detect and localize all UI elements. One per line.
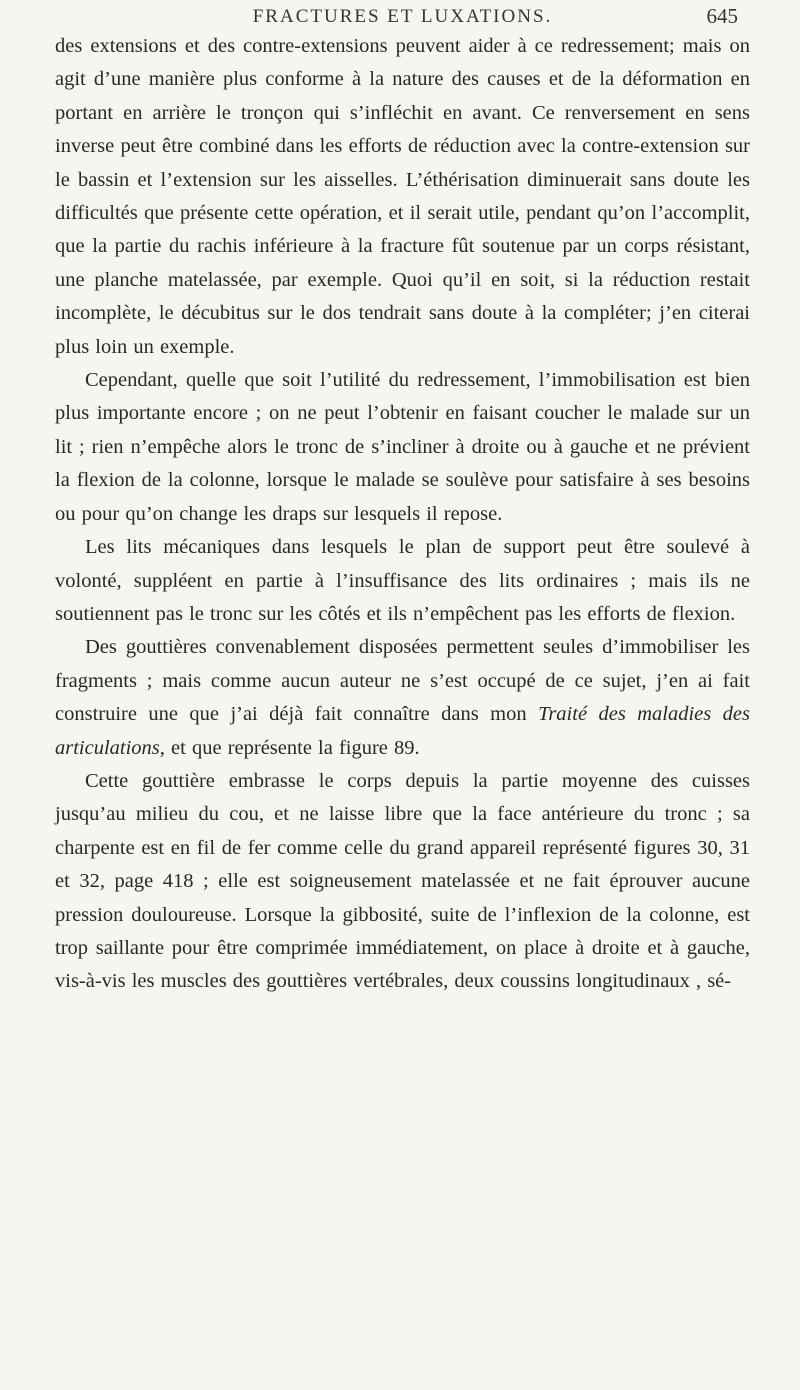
paragraph-gouttieres — [55, 631, 750, 765]
paragraph-description-gouttiere: Cette gouttière embrasse le corps depuis la partie moyenne des cuisses jusqu’au milieu du cou, et ne laisse libre que la face antérieure du tronc ; sa charpente est en fil de fer comme celle du grand appareil représenté figures 30, 31 et 32, page 418 ; elle est soigneusement matelassée et ne fait éprouver aucune pression douloureuse. Lorsque la gibbosité, suite de l’inflexion de la colonne, est trop saillante pour être comprimée immédiatement, on place à droite et à gauche, vis-à-vis les muscles des gouttières vertébrales, deux coussins longitudinaux , sé- — [55, 769, 750, 993]
paragraph-immobilisation: Cependant, quelle que soit l’utilité du redressement, l’immobilisation est bien plus importante encore ; on ne peut l’obtenir en faisant coucher le malade sur un lit ; rien n’empêche alors le tronc de s’incliner à droite ou à gauche et ne prévient la flexion de la colonne, lorsque le malade se soulève pour satisfaire à ses besoins ou pour qu’on change les draps sur lesquels il repose. — [55, 369, 750, 525]
page-number: 645 — [706, 4, 738, 28]
book-page — [0, 2, 800, 1390]
body-text — [55, 30, 750, 999]
paragraph-gouttieres-text-before: Des gouttières convenablement disposées permettent seules d’immobiliser les fragments ; mais comme aucun auteur ne s’est occupé de ce sujet, j’en ai fait construire une que j’ai déjà fait connaître dans mon — [55, 636, 750, 726]
paragraph-continuation: des extensions et des contre-extensions peuvent aider à ce redressement; mais on agit d’une manière plus conforme à la nature des causes et de la déformation en portant en arrière le tronçon qui s’infléchit en avant. Ce renversement en sens inverse peut être combiné dans les efforts de réduction avec la contre-extension sur le bassin et l’extension sur les aisselles. L’éthérisation diminuerait sans doute les difficultés que présente cette opération, et il serait utile, pendant qu’on l’accomplit, que la partie du rachis inférieure à la fracture fût soutenue par un corps résistant, une planche matelassée, par exemple. Quoi qu’il en soit, si la réduction restait incomplète, le décubitus sur le dos tendrait sans doute à la compléter; j’en citerai plus loin un exemple. — [55, 35, 750, 358]
running-head — [55, 2, 750, 30]
running-title: FRACTURES ET LUXATIONS. — [252, 6, 553, 27]
book-title-citation: Traité des maladies des articulations — [55, 703, 750, 759]
paragraph-gouttieres-text-after: , et que représente la figure 89. — [159, 736, 420, 759]
paragraph-lits-mecaniques: Les lits mécaniques dans lesquels le plan de support peut être soulevé à volonté, suppléent en partie à l’insuffisance des lits ordinaires ; mais ils ne soutiennent pas le tronc sur les côtés et ils n’empêchent pas les efforts de flexion. — [55, 536, 750, 625]
